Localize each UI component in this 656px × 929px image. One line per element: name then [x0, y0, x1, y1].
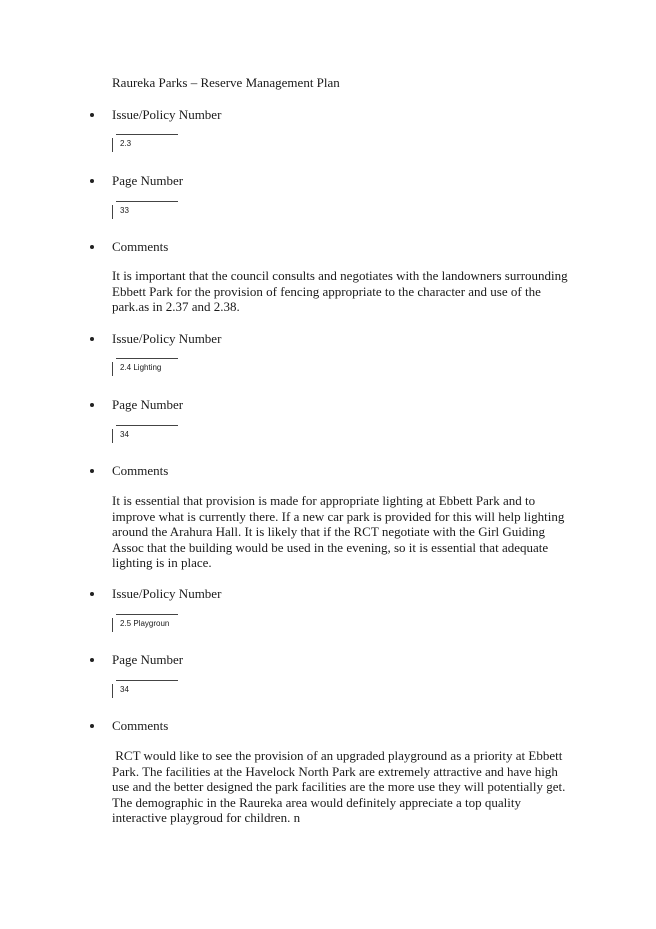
- issue-policy-label: Issue/Policy Number: [112, 107, 222, 122]
- bullet-icon: [90, 245, 94, 249]
- bullet-icon: [90, 592, 94, 596]
- page-number-label: Page Number: [112, 397, 184, 412]
- page-number-value: 34: [120, 430, 129, 439]
- document-title: Raureka Parks – Reserve Management Plan: [112, 75, 340, 90]
- issue-policy-field[interactable]: [112, 614, 178, 630]
- comments-label: Comments: [112, 718, 169, 733]
- comments-label: Comments: [112, 239, 169, 254]
- issue-policy-label: Issue/Policy Number: [112, 586, 222, 601]
- comment-text: RCT would like to see the provision of an upgraded playground as a priority at Ebbett Park. The facilities at the Havelock North Park are extremely attractive and have high use and the better designed the park facilities are the more use they will potentially get. The demographic in the Raureka area would definitely appreciate a top quality interactive playgroud for children. n: [112, 748, 569, 825]
- bullet-icon: [90, 658, 94, 662]
- page-number-value: 33: [120, 206, 129, 215]
- bullet-icon: [90, 403, 94, 407]
- bullet-icon: [90, 337, 94, 341]
- page-number-label: Page Number: [112, 173, 184, 188]
- issue-policy-value: 2.3: [120, 139, 132, 148]
- bullet-icon: [90, 113, 94, 117]
- issue-policy-field[interactable]: [112, 358, 178, 374]
- page-number-field[interactable]: [112, 425, 178, 441]
- comment-text: It is essential that provision is made for appropriate lighting at Ebbett Park and to improve what is currently there. If a new car park is provided for this will help lighting around the Arahura Hall. It is likely that if the RCT negotiate with the Girl Guiding Assoc that the building would be used in the evening, so it is essential that adequate lighting is in place.: [112, 493, 565, 570]
- comment-text: It is important that the council consults and negotiates with the landowners surrounding Ebbett Park for the provision of fencing appropriate to the character and use of the park.as in 2.37 and 2.38.: [112, 268, 568, 314]
- issue-policy-value: 2.4 Lighting: [120, 363, 162, 372]
- page-number-field[interactable]: [112, 201, 178, 217]
- page-number-label: Page Number: [112, 652, 184, 667]
- page-number-value: 34: [120, 685, 129, 694]
- issue-policy-label: Issue/Policy Number: [112, 331, 222, 346]
- comments-label: Comments: [112, 463, 169, 478]
- bullet-icon: [90, 724, 94, 728]
- bullet-icon: [90, 179, 94, 183]
- issue-policy-field[interactable]: [112, 134, 178, 150]
- issue-policy-value: 2.5 Playgroun: [120, 619, 170, 628]
- bullet-icon: [90, 469, 94, 473]
- page-number-field[interactable]: [112, 680, 178, 696]
